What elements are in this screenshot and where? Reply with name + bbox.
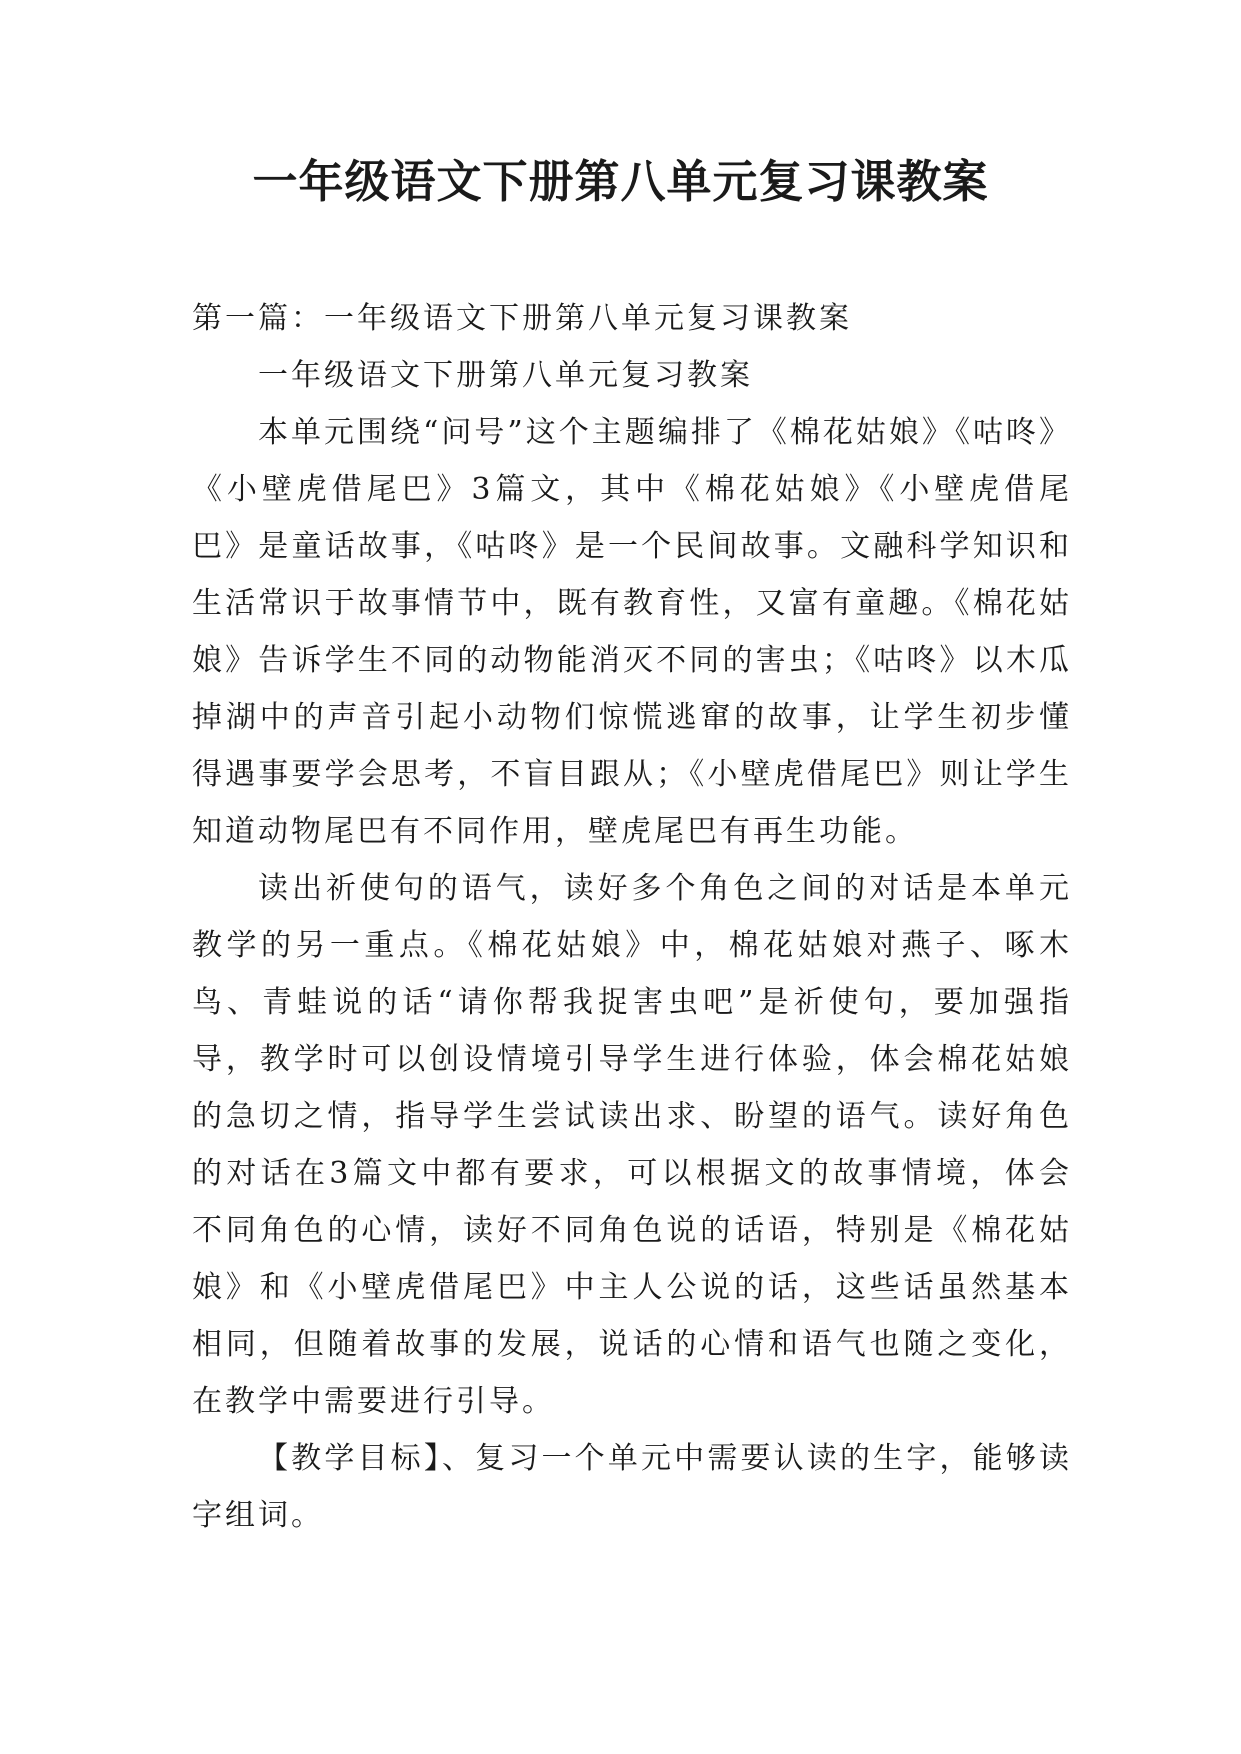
paragraph-reading-focus: 读出祈使句的语气，读好多个角色之间的对话是本单元教学的另一重点。《棉花姑娘》中，棉花姑娘对燕子、啄木鸟、青蛙说的话“请你帮我捉害虫吧”是祈使句，要加强指导，教学时可以创设情境引导学生进行体验，体会棉花姑娘的急切之情，指导学生尝试读出求、盼望的语气。读好角色的对话在3篇文中都有要求，可以根据文的故事情境，体会不同角色的心情，读好不同角色说的话语，特别是《棉花姑娘》和《小壁虎借尾巴》中主人公说的话，这些话虽然基本相同，但随着故事的发展，说话的心情和语气也随之变化，在教学中需要进行引导。 [192,871,1072,1419]
paragraph-teaching-goals: 【教学目标】、复习一个单元中需要认读的生字，能够读字组词。 [192,1441,1072,1533]
section-heading: 第一篇：一年级语文下册第八单元复习课教案 [192,301,852,336]
document-title: 一年级语文下册第八单元复习课教案 [252,155,989,208]
lesson-subtitle: 一年级语文下册第八单元复习教案 [258,358,753,393]
paragraph-unit-overview: 本单元围绕“问号”这个主题编排了《棉花姑娘》《咕咚》《小壁虎借尾巴》3篇文，其中《棉花姑娘》《小壁虎借尾巴》是童话故事，《咕咚》是一个民间故事。文融科学知识和生活常识于故事情节中，既有教育性，又富有童趣。《棉花姑娘》告诉学生不同的动物能消灭不同的害虫；《咕咚》以木瓜掉湖中的声音引起小动物们惊慌逃窜的故事，让学生初步懂得遇事要学会思考，不盲目跟从；《小壁虎借尾巴》则让学生知道动物尾巴有不同作用，壁虎尾巴有再生功能。 [192,415,1072,849]
document-body [192,290,1072,1544]
